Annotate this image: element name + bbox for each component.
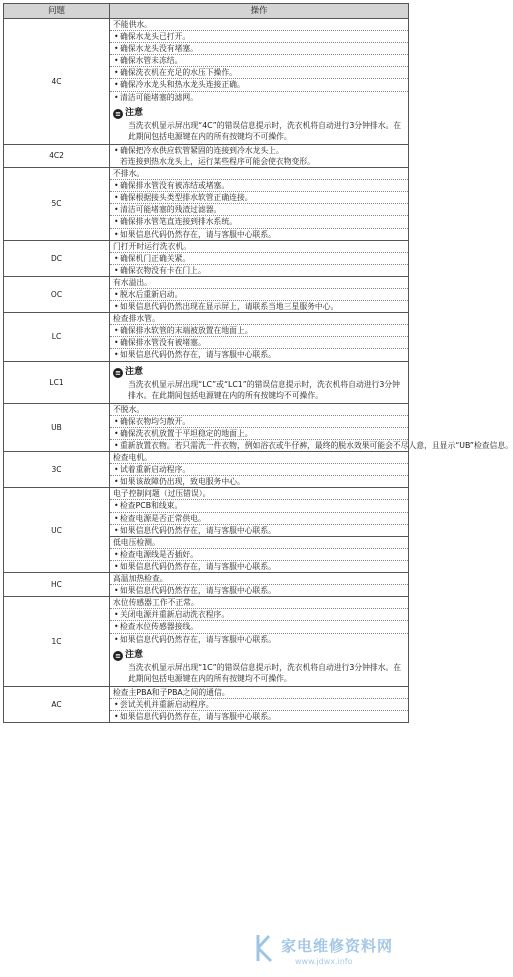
action-bullet: • 如果信息代码仍然存在，请与客服中心联系。 [110, 348, 408, 360]
action-bullet: • 检查电源线是否插好。 [110, 548, 408, 560]
action-cell [110, 403, 513, 451]
action-cell [110, 19, 409, 145]
error-code: LC1 [4, 361, 110, 403]
table-row [4, 313, 409, 361]
table-header-row [4, 4, 409, 19]
note-icon [113, 109, 123, 119]
error-code: 3C [4, 452, 110, 488]
action-bullet: • 检查电源是否正常供电。 [110, 512, 408, 524]
action-cell [110, 686, 409, 722]
action-bullet: • 确保机门正确关紧。 [110, 252, 408, 264]
note-text: 当洗衣机显示屏出现“LC”或“LC1”的错误信息提示时，洗衣机将自动进行3分钟排水。在此期间包括电源键在内的所有按键均不可操作。 [128, 379, 400, 400]
action-section [110, 365, 408, 403]
table-row [4, 361, 409, 403]
note-label: 注意 [125, 649, 144, 660]
action-bullet: • 确保水龙头已打开。 [110, 30, 408, 42]
action-section [110, 277, 408, 312]
action-bullet: • 如果信息代码仍然存在，请与客服中心联系。 [110, 560, 408, 572]
action-cell [110, 313, 409, 361]
table-row [4, 19, 409, 145]
action-bullet: • 清洁可能堵塞的滤网。 [110, 91, 408, 103]
error-code: 5C [4, 168, 110, 241]
note-text: 当洗衣机显示屏出现“1C”的错误信息提示时，洗衣机将自动进行3分钟排水。在此期间包括电源键在内的所有按键均不可操作。 [128, 662, 402, 683]
action-title: 检查主PBA和子PBA之间的通信。 [113, 687, 230, 697]
note-icon [113, 651, 123, 661]
action-extra: 若连接到热水龙头上，运行某些程序可能会使衣物变形。 [120, 156, 315, 166]
action-cell [110, 597, 409, 687]
action-title: 门打开时运行洗衣机。 [113, 241, 191, 251]
action-section [110, 488, 408, 535]
error-code: 1C [4, 597, 110, 687]
action-bullet: • 确保排水管笔直连接到排水系统。 [110, 215, 408, 227]
action-section [110, 19, 408, 144]
action-cell [110, 488, 409, 573]
error-code: AC [4, 686, 110, 722]
table-row [4, 488, 409, 573]
action-section [110, 404, 513, 451]
action-section [110, 687, 408, 722]
note-label: 注意 [125, 107, 144, 118]
action-bullet: • 如果信息代码仍然出现在显示屏上，请联系当地三星服务中心。 [110, 300, 408, 312]
action-bullet: • 确保根据接头类型排水软管正确连接。 [110, 191, 408, 203]
table-row [4, 403, 409, 451]
troubleshooting-page [3, 3, 513, 723]
action-title: 电子控制问题（过压错误）。 [113, 489, 211, 499]
action-title: 不能供水。 [113, 20, 152, 29]
note-icon [113, 368, 123, 378]
action-bullet: • 如果信息代码仍然存在，请与客服中心联系。 [110, 710, 408, 722]
action-bullet: • 如果信息代码仍然存在，请与客服中心联系。 [110, 524, 408, 536]
action-bullet: • 确保排水管没有被冻结或堵塞。 [110, 179, 408, 191]
action-title: 有水溢出。 [113, 277, 152, 287]
watermark-text: 家电维修资料网 [281, 937, 394, 955]
table-row [4, 168, 409, 241]
error-code: LC [4, 313, 110, 361]
action-bullet: • 确保洗衣机放置于平坦稳定的地面上。 [110, 427, 408, 439]
action-title: 水位传感器工作不正常。 [113, 598, 199, 608]
action-cell [110, 573, 409, 597]
action-section [110, 597, 408, 686]
action-bullet: • 检查PCB和线束。 [110, 499, 408, 511]
action-section [110, 313, 408, 360]
error-code: 4C [4, 19, 110, 145]
action-bullet: • 脱水后重新启动。 [110, 288, 408, 300]
action-title: 检查排水管。 [113, 314, 160, 324]
action-bullet: • 如果该故障仍出现，致电服务中心。 [110, 475, 408, 487]
action-cell [110, 168, 409, 241]
action-section [110, 573, 408, 596]
table-row [4, 144, 409, 167]
watermark-url: www.jdwx.info [295, 957, 353, 966]
watermark-logo-icon [255, 933, 277, 963]
error-code: DC [4, 240, 110, 276]
action-section [110, 536, 408, 572]
table-row [4, 452, 409, 488]
error-code: OC [4, 276, 110, 312]
action-bullet: • 确保把冷水供应软管紧固的连接到冷水龙头上。 [110, 145, 408, 156]
action-bullet: • 确保排水软管的末端被放置在地面上。 [110, 324, 408, 336]
action-bullet: • 确保排水管没有被堵塞。 [110, 336, 408, 348]
action-section [110, 241, 408, 276]
action-bullet: • 如果信息代码仍然存在，请与客服中心联系。 [110, 228, 408, 240]
action-title: 低电压检测。 [113, 537, 160, 547]
error-code: 4C2 [4, 144, 110, 167]
error-code-table [3, 3, 513, 723]
action-bullet: • 确保冷水龙头和热水龙头连接正确。 [110, 78, 408, 90]
action-bullet: • 确保衣物没有卡在门上。 [110, 264, 408, 276]
action-cell [110, 144, 409, 167]
column-header-action: 操作 [110, 4, 409, 19]
action-section [110, 168, 408, 240]
action-bullet: • 关闭电源并重新启动洗衣程序。 [110, 608, 408, 620]
error-code: UC [4, 488, 110, 573]
action-bullet: • 确保水龙头没有堵塞。 [110, 42, 408, 54]
action-title: 检查电机。 [113, 453, 152, 463]
action-title: 不排水。 [113, 169, 145, 179]
action-bullet: • 确保洗衣机在充足的水压下操作。 [110, 66, 408, 78]
table-row [4, 597, 409, 687]
note-heading [110, 648, 408, 662]
table-row [4, 573, 409, 597]
error-code: HC [4, 573, 110, 597]
action-bullet: • 试着重新启动程序。 [110, 463, 408, 475]
table-row [4, 240, 409, 276]
column-header-problem: 问题 [4, 4, 110, 19]
note-heading [110, 365, 408, 379]
watermark [255, 931, 405, 975]
action-cell [110, 240, 409, 276]
action-cell [110, 452, 409, 488]
action-bullet: • 确保衣物均匀散开。 [110, 415, 408, 427]
action-bullet: • 尝试关机并重新启动程序。 [110, 698, 408, 710]
action-title: 高温加热检查。 [113, 574, 168, 584]
note-label: 注意 [125, 366, 144, 377]
action-bullet: • 重新放置衣物。若只需洗一件衣物，例如浴衣或牛仔裤，最终的脱水效果可能会不尽人意，且显示“UB”检查信息。 [110, 439, 408, 451]
action-cell [110, 276, 409, 312]
action-bullet: • 如果信息代码仍然存在，请与客服中心联系。 [110, 584, 408, 596]
action-bullet: • 检查水位传感器接线。 [110, 620, 408, 632]
action-cell [110, 361, 409, 403]
action-bullet: • 如果信息代码仍然存在，请与客服中心联系。 [110, 633, 408, 645]
table-row [4, 686, 409, 722]
note-text: 当洗衣机显示屏出现“4C”的错误信息提示时，洗衣机将自动进行3分钟排水。在此期间包括电源键在内的所有按键均不可操作。 [128, 120, 402, 141]
action-bullet: • 确保水管未冻结。 [110, 54, 408, 66]
error-code: UB [4, 403, 110, 451]
action-section [110, 145, 408, 167]
action-section [110, 452, 408, 487]
table-row [4, 276, 409, 312]
note-heading [110, 106, 408, 120]
action-bullet: • 清洁可能堵塞的残渣过滤器。 [110, 203, 408, 215]
action-title: 不脱水。 [113, 404, 145, 414]
